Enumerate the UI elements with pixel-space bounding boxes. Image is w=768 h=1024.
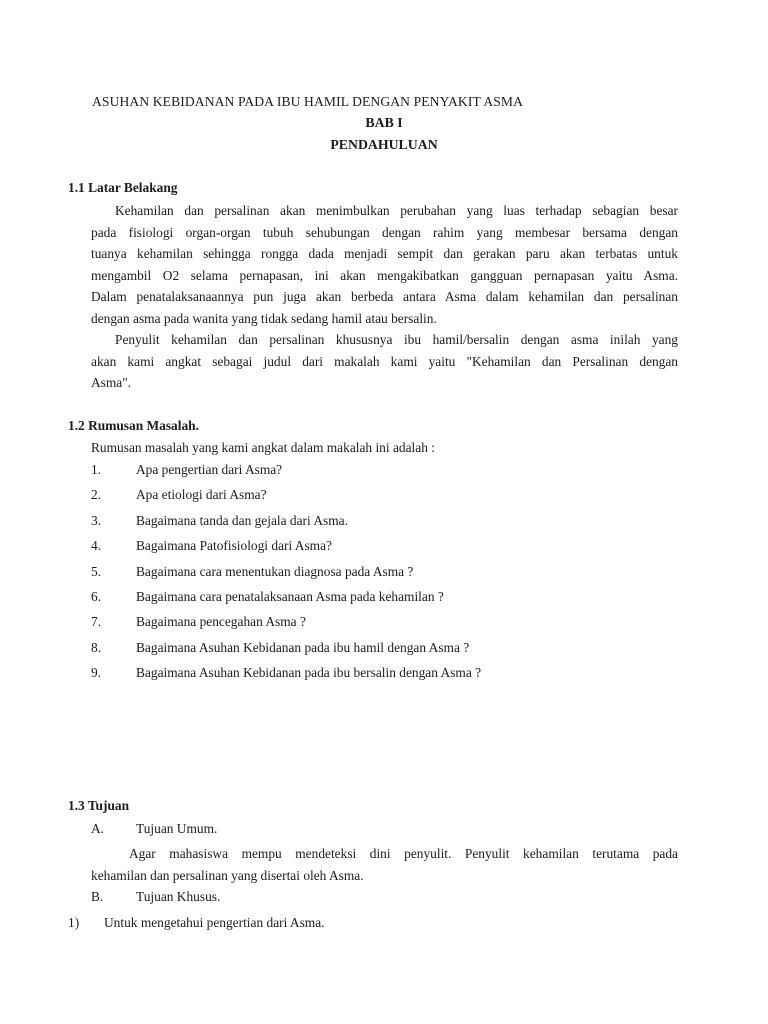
section-1-2-heading: 1.2 Rumusan Masalah. [68, 418, 199, 433]
list-item-text: Apa etiologi dari Asma? [136, 487, 267, 502]
list-item-number: 3. [91, 513, 102, 528]
paragraph-line: pada fisiologi organ-organ tubuh sehubungan dengan rahim yang membesar bersama dengan [91, 225, 678, 240]
sub-item-text: Untuk mengetahui pengertian dari Asma. [104, 915, 325, 930]
paragraph-line: Asma". [91, 375, 132, 390]
list-item-text: Bagaimana Patofisiologi dari Asma? [136, 538, 332, 553]
list-item-text: Bagaimana pencegahan Asma ? [136, 614, 306, 629]
chapter-title: PENDAHULUAN [330, 137, 438, 152]
tujuan-umum-text: Tujuan Umum. [136, 821, 218, 836]
paragraph-line: Dalam penatalaksanaannya pun juga akan berbeda antara Asma dalam kehamilan dan persalinan [91, 289, 678, 304]
paragraph-line: tuanya kehamilan sehingga rongga dada menjadi sempit dan gerakan paru akan terbatas untuk [91, 246, 678, 261]
list-item-text: Bagaimana cara menentukan diagnosa pada Asma ? [136, 564, 414, 579]
paragraph-line: Agar mahasiswa mempu mendeteksi dini penyulit. Penyulit kehamilan terutama pada [129, 846, 678, 861]
list-item-text: Bagaimana tanda dan gejala dari Asma. [136, 513, 348, 528]
list-item-number: 1. [91, 462, 102, 477]
document-main-title: ASUHAN KEBIDANAN PADA IBU HAMIL DENGAN PENYAKIT ASMA [92, 94, 524, 109]
list-item-number: 7. [91, 614, 102, 629]
section-1-3-heading: 1.3 Tujuan [68, 798, 130, 813]
list-item-text: Bagaimana Asuhan Kebidanan pada ibu bersalin dengan Asma ? [136, 665, 482, 680]
paragraph-line: Kehamilan dan persalinan akan menimbulkan perubahan yang luas terhadap sebagian besar [115, 203, 678, 218]
tujuan-khusus-text: Tujuan Khusus. [136, 889, 221, 904]
paragraph-line: Penyulit kehamilan dan persalinan khususnya ibu hamil/bersalin dengan asma inilah yang [115, 332, 678, 347]
list-item-text: Apa pengertian dari Asma? [136, 462, 283, 477]
paragraph-line: kehamilan dan persalinan yang disertai oleh Asma. [91, 868, 364, 883]
list-item-number: 2. [91, 487, 102, 502]
paragraph-line: dengan asma pada wanita yang tidak sedang hamil atau bersalin. [91, 311, 437, 326]
list-item-number: 9. [91, 665, 102, 680]
list-item-number: 4. [91, 538, 102, 553]
list-item-number: 8. [91, 640, 102, 655]
list-item-text: Bagaimana Asuhan Kebidanan pada ibu hamil dengan Asma ? [136, 640, 470, 655]
paragraph-line: akan kami angkat sebagai judul dari makalah kami yaitu "Kehamilan dan Persalinan dengan [91, 354, 678, 369]
section-1-1-heading: 1.1 Latar Belakang [68, 180, 178, 195]
paragraph-line: mengambil O2 selama pernapasan, ini akan mengakibatkan gangguan pernapasan yaitu Asma. [91, 268, 678, 283]
list-item-number: 6. [91, 589, 102, 604]
list-item-text: Bagaimana cara penatalaksanaan Asma pada kehamilan ? [136, 589, 444, 604]
sub-item-number: 1) [68, 915, 80, 930]
rumusan-intro: Rumusan masalah yang kami angkat dalam makalah ini adalah : [91, 440, 435, 455]
chapter-label: BAB I [365, 115, 403, 130]
tujuan-umum-label: A. [91, 821, 105, 836]
tujuan-khusus-label: B. [91, 889, 104, 904]
list-item-number: 5. [91, 564, 102, 579]
